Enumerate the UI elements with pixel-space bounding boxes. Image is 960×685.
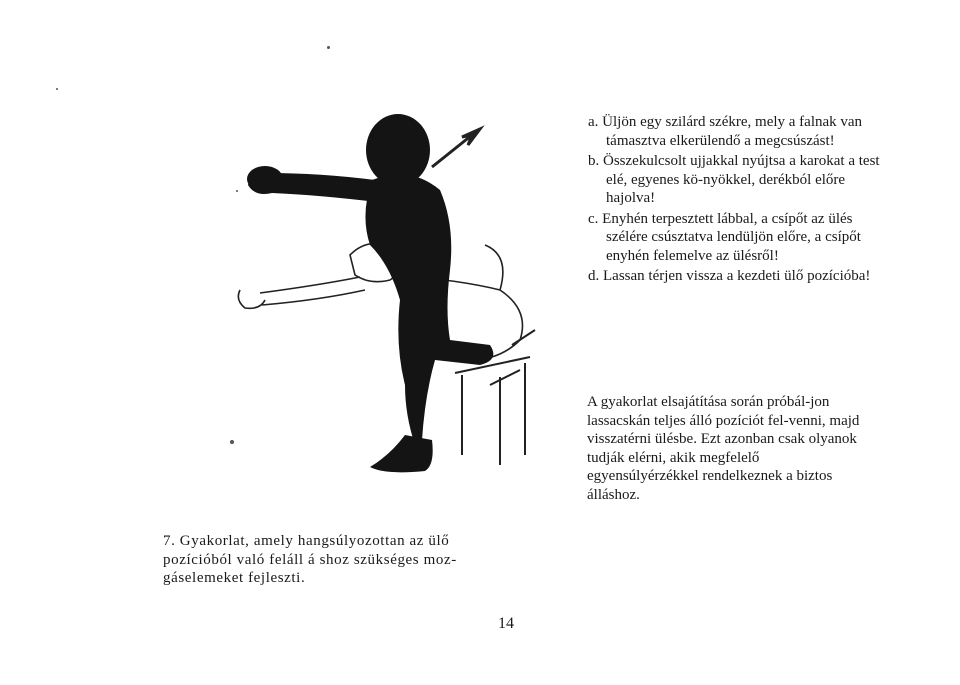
step-b: b. Összekulcsolt ujjakkal nyújtsa a karokat a test elé, egyenes kö-nyökkel, derékból előre hajolva! <box>588 153 880 206</box>
step-c: c. Enyhén terpesztett lábbal, a csípőt az ülés szélére csúsztatva lendüljön előre, a csípőt enyhén felemelve az ülésről! <box>588 210 861 264</box>
scan-speck <box>327 46 330 49</box>
exercise-illustration <box>200 95 560 485</box>
motion-arrow <box>432 129 480 167</box>
outline-figure <box>238 244 522 360</box>
scan-speck <box>56 88 58 90</box>
practice-note: A gyakorlat elsajátítása során próbál-jon lassacskán teljes álló pozíciót fel-venni, majd visszatérni ülésbe. Ezt azonban csak olyanok tudják elérni, akik megfelelő egyensúlyérzékkel rendelkeznek a biztos álláshoz. <box>587 394 860 503</box>
step-d: d. Lassan térjen vissza a kezdeti ülő pozícióba! <box>588 268 871 284</box>
silhouette-figure <box>247 114 493 472</box>
seated-to-standing-figure <box>200 95 560 485</box>
exercise-caption: 7. Gyakorlat, amely hangsúlyozottan az ülő pozícióból való feláll á shoz szükséges moz-gáselemeket fejleszti. <box>163 533 457 586</box>
scan-speck <box>230 440 234 444</box>
page-number: 14 <box>498 615 514 632</box>
instruction-steps <box>588 113 888 288</box>
scan-speck <box>236 190 238 192</box>
step-a: a. Üljön egy szilárd székre, mely a falnak van támasztva elkerülendő a megcsúszást! <box>588 114 863 149</box>
